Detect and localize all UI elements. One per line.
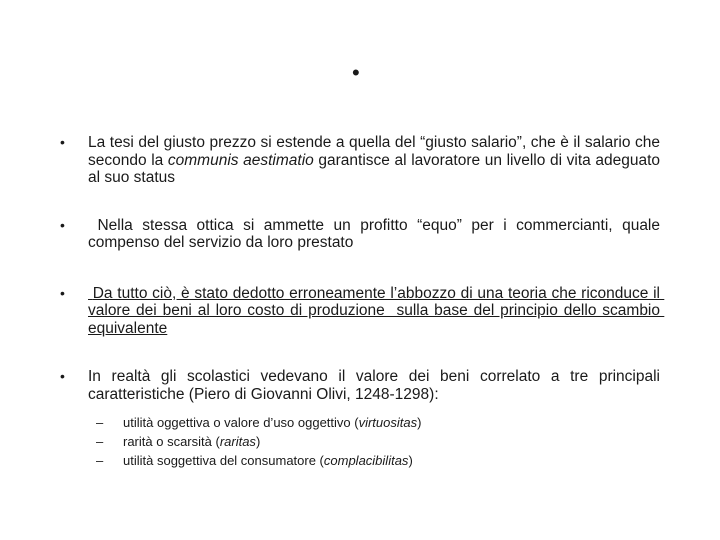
bullet-marker: • — [60, 216, 65, 233]
bullet-list — [60, 134, 665, 470]
sub-item-emphasis: virtuositas — [358, 415, 418, 430]
sub-item-text: utilità soggettiva del consumatore ( — [123, 453, 324, 468]
sub-item-raritas — [96, 432, 660, 451]
bullet-profitto-equo — [60, 216, 665, 252]
sub-item-complacibilitas — [96, 451, 660, 470]
sub-item-virtuositas — [96, 413, 660, 432]
sub-item-dash: – — [96, 415, 104, 430]
bullet-text: Nella stessa ottica si ammette un profitto “equo” per i commercianti, quale compenso del servizio da loro prestato — [88, 216, 665, 251]
title-placeholder-bullet: • — [352, 60, 360, 85]
bullet-text: In realtà gli scolastici vedevano il valore dei beni correlato a tre principali caratteristiche (Piero di Giovanni Olivi, 1248-1298): — [88, 368, 660, 403]
sub-item-text: rarità o scarsità ( — [123, 434, 220, 449]
bullet-text-emphasis: communis aestimatio — [167, 151, 314, 169]
sub-item-emphasis: raritas — [219, 434, 256, 449]
sub-item-text: ) — [417, 415, 422, 430]
bullet-marker: • — [60, 134, 65, 150]
bullet-scolastici — [60, 368, 660, 470]
bullet-text: garantisce al lavoratore un livello di vita adeguato al suo status — [88, 151, 661, 186]
bullet-text-underlined: Da tutto ciò, è stato dedotto erroneamente l’abbozzo di una teoria che riconduce il valore dei beni al loro costo di produzione sulla base del principio dello scambio equivalente — [88, 284, 665, 337]
sub-item-text: utilità oggettiva o valore d’uso oggettivo ( — [123, 415, 359, 430]
sub-item-text: ) — [255, 434, 261, 449]
sub-item-dash: – — [96, 434, 104, 449]
sub-bullet-list — [96, 413, 660, 470]
sub-item-emphasis: complacibilitas — [323, 453, 409, 468]
bullet-marker: • — [60, 368, 65, 384]
bullet-giusto-salario — [60, 134, 660, 187]
sub-item-text: ) — [408, 453, 413, 468]
bullet-text: La tesi del giusto prezzo si estende a quella del “giusto salario”, che è il salario che secondo la — [88, 134, 660, 169]
bullet-marker: • — [60, 284, 65, 301]
sub-item-dash: – — [96, 453, 104, 468]
bullet-abbozzo-teoria — [60, 284, 665, 338]
